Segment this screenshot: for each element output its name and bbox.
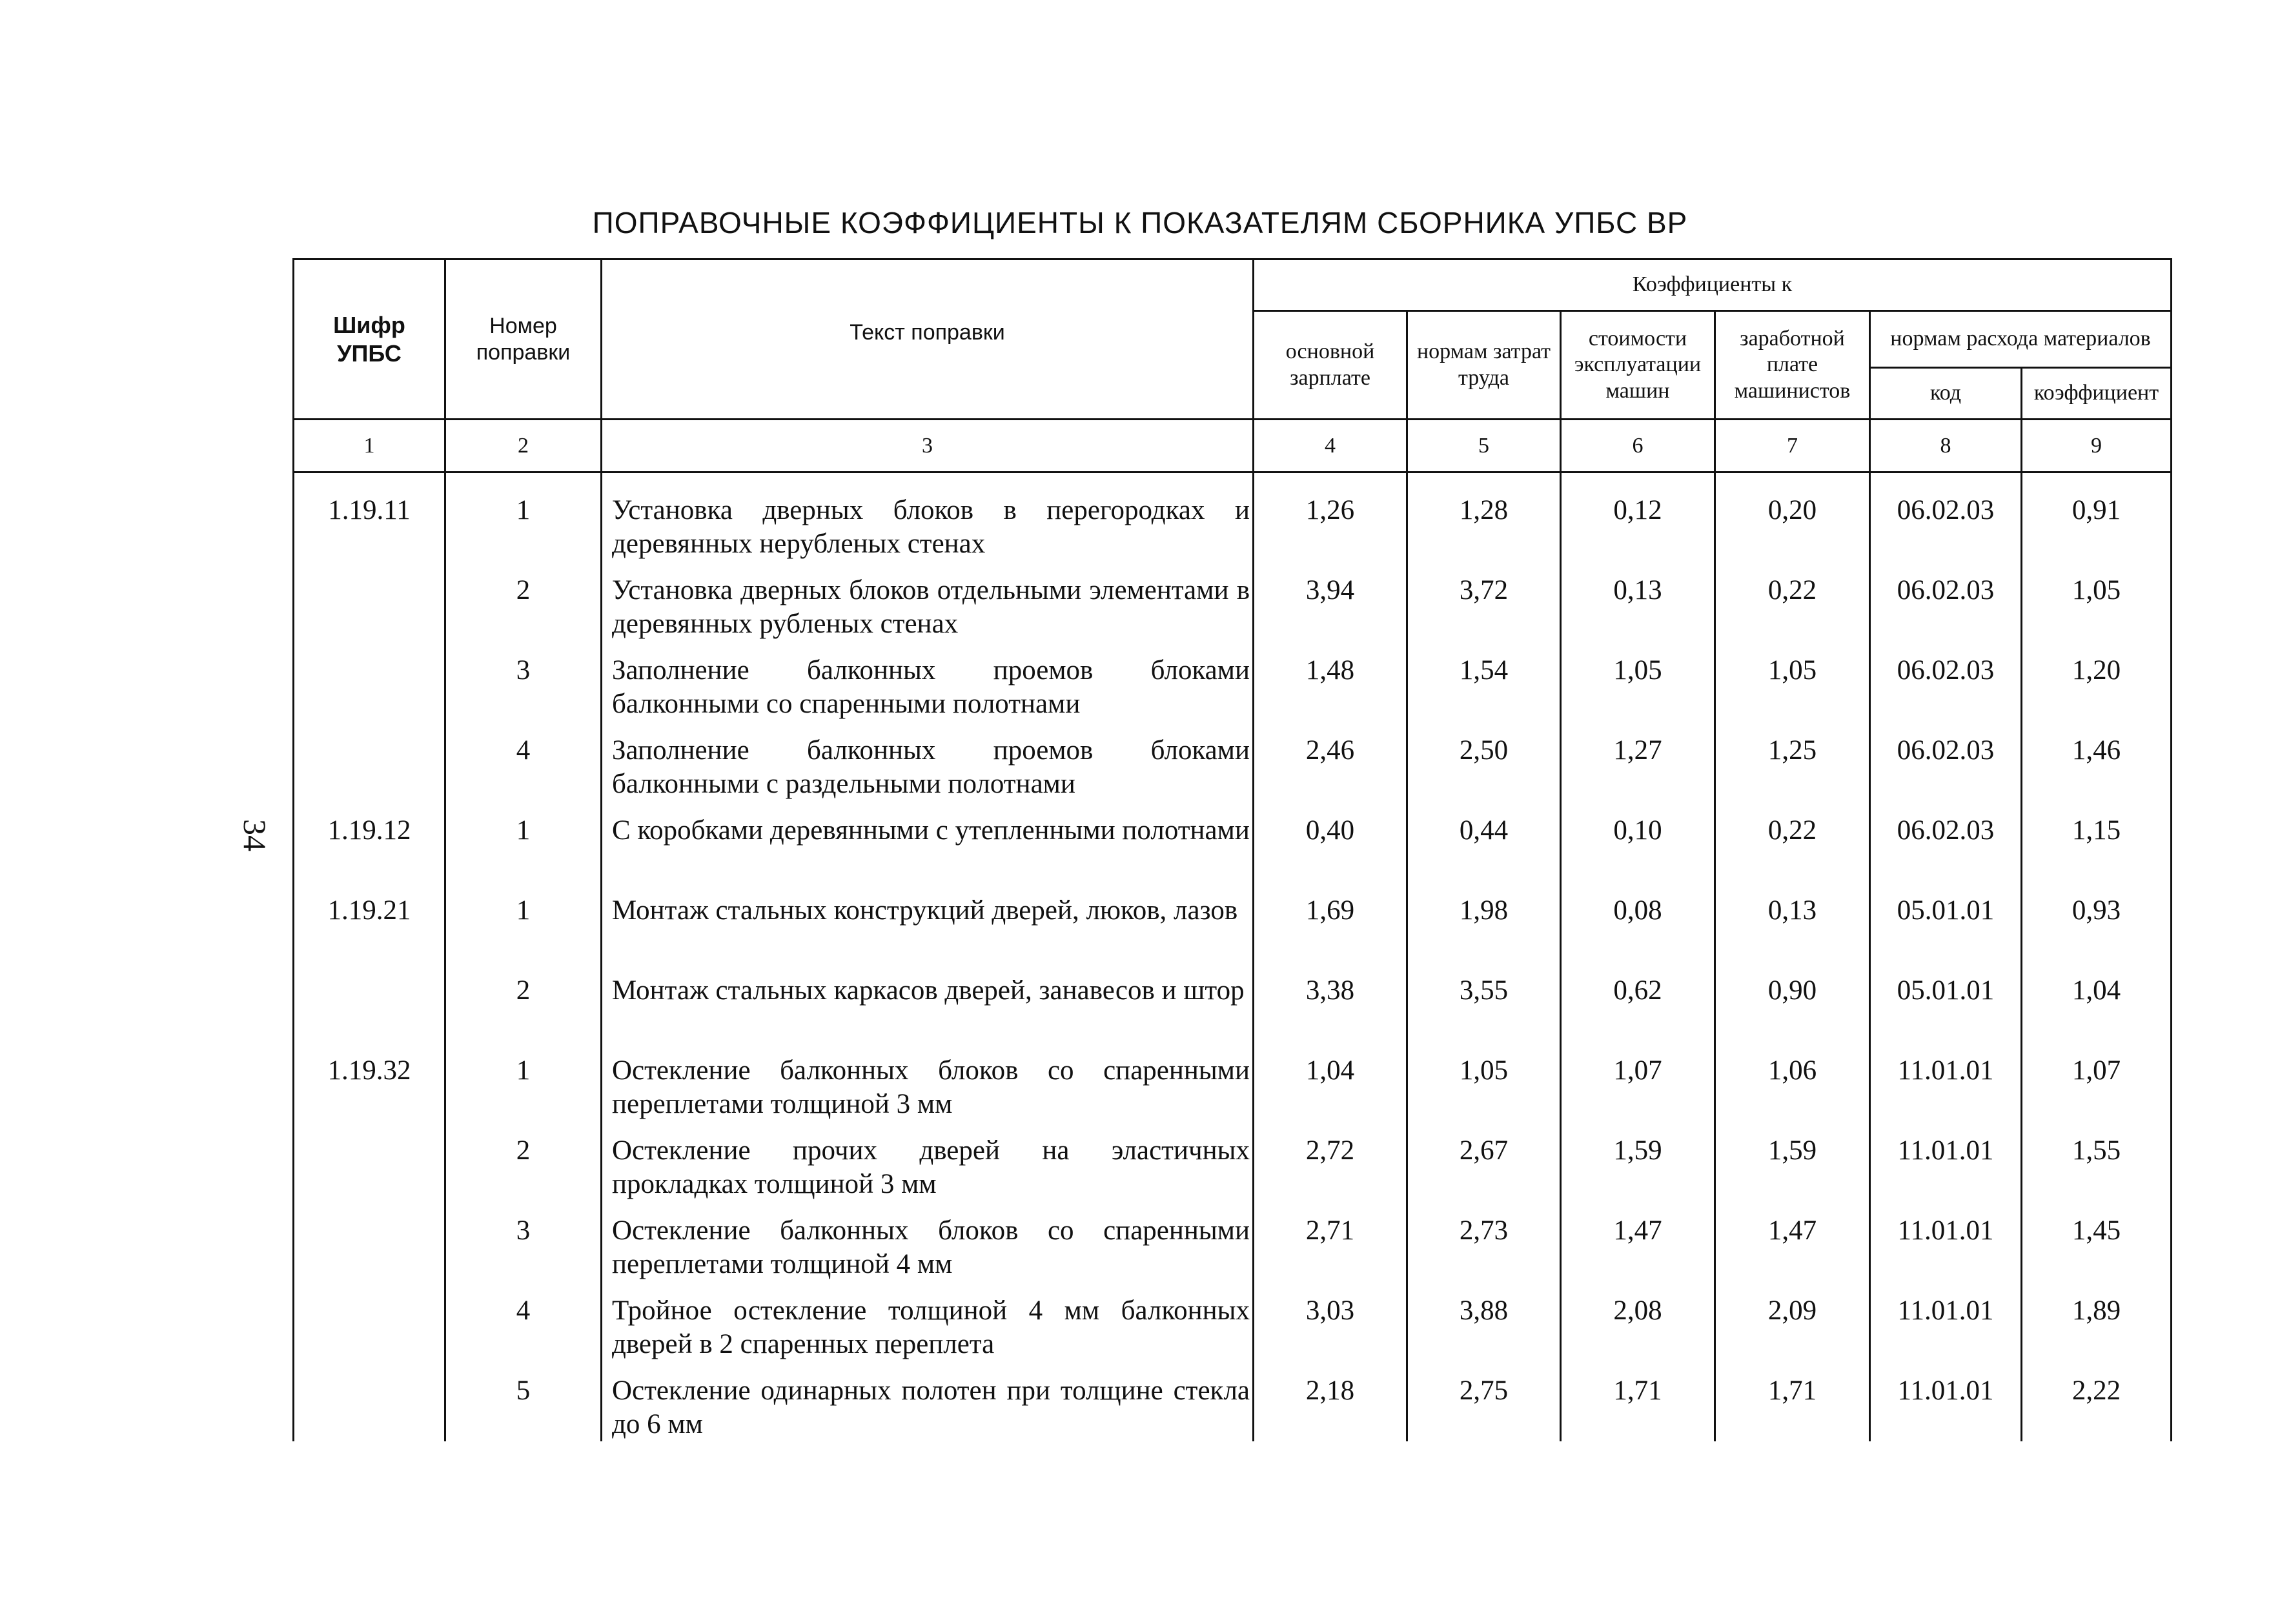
cell-correction-text: Монтаж стальных каркасов дверей, занавесов и штор	[612, 975, 1245, 1006]
col-divider-7	[1869, 310, 1871, 1441]
cell-material-code: 06.02.03	[1897, 495, 1995, 525]
cell-operator-wage: 1,06	[1767, 1055, 1817, 1086]
cell-machine-cost: 0,10	[1613, 815, 1662, 846]
cell-correction-text: Заполнение балконных проемов блоками балконными с раздельными полотнами	[612, 735, 1250, 799]
cell-machine-cost: 0,13	[1613, 575, 1662, 605]
cell-labor-norms: 1,28	[1459, 495, 1509, 525]
cell-correction-number: 2	[516, 975, 531, 1006]
header-operator-wage: заработной плате машинистов	[1734, 327, 1851, 403]
cell-correction-text: Тройное остекление толщиной 4 мм балконных дверей в 2 спаренных переплета	[612, 1295, 1250, 1359]
cell-correction-text: Остекление прочих дверей на эластичных прокладках толщиной 3 мм	[612, 1135, 1250, 1199]
cell-material-code: 11.01.01	[1897, 1215, 1994, 1246]
cell-correction-number: 4	[516, 735, 531, 766]
cell-correction-text: Установка дверных блоков в перегородках и деревянных нерубленых стенах	[612, 495, 1250, 559]
cell-base-salary: 0,40	[1305, 815, 1355, 846]
cell-material-coefficient: 1,45	[2071, 1215, 2121, 1246]
cell-machine-cost: 1,05	[1613, 655, 1662, 685]
cell-correction-number: 2	[516, 575, 531, 605]
cell-correction-number: 5	[516, 1375, 531, 1406]
cell-machine-cost: 2,08	[1613, 1295, 1662, 1326]
cell-material-code: 11.01.01	[1897, 1135, 1994, 1166]
header-cipher: Шифр УПБС	[333, 312, 405, 367]
cell-base-salary: 2,46	[1305, 735, 1355, 766]
cell-labor-norms: 3,72	[1459, 575, 1509, 605]
header-correction-text: Текст поправки	[850, 320, 1005, 345]
cell-machine-cost: 0,08	[1613, 895, 1662, 926]
cell-correction-text: Заполнение балконных проемов блоками балконными со спаренными полотнами	[612, 655, 1250, 719]
cell-operator-wage: 1,71	[1767, 1375, 1817, 1406]
cell-material-code: 05.01.01	[1897, 895, 1995, 926]
cell-correction-number: 1	[516, 895, 531, 926]
column-number-9: 9	[2091, 433, 2102, 458]
column-number-4: 4	[1325, 433, 1336, 458]
cell-material-code: 11.01.01	[1897, 1055, 1994, 1086]
cell-machine-cost: 0,12	[1613, 495, 1662, 525]
cell-machine-cost: 1,59	[1613, 1135, 1662, 1166]
cell-base-salary: 2,18	[1305, 1375, 1355, 1406]
cell-machine-cost: 1,27	[1613, 735, 1662, 766]
column-number-3: 3	[922, 433, 933, 458]
cell-base-salary: 2,72	[1305, 1135, 1355, 1166]
document-title: ПОПРАВОЧНЫЕ КОЭФФИЦИЕНТЫ К ПОКАЗАТЕЛЯМ СБОРНИКА УПБС ВР	[592, 206, 1688, 239]
cell-cipher: 1.19.11	[328, 495, 411, 525]
header-code: код	[1929, 381, 1962, 405]
column-number-7: 7	[1787, 433, 1798, 458]
cell-material-code: 06.02.03	[1897, 815, 1995, 846]
cell-base-salary: 1,69	[1305, 895, 1355, 926]
cell-material-code: 06.02.03	[1897, 735, 1995, 766]
cell-material-coefficient: 1,15	[2071, 815, 2121, 846]
cell-material-coefficient: 1,07	[2071, 1055, 2121, 1086]
column-number-5: 5	[1478, 433, 1489, 458]
column-number-bottom-line	[292, 471, 2172, 473]
cell-operator-wage: 2,09	[1767, 1295, 1817, 1326]
cell-correction-text: Остекление балконных блоков со спаренными переплетами толщиной 3 мм	[612, 1055, 1250, 1119]
page-number-text: 34	[237, 819, 273, 851]
cell-operator-wage: 0,13	[1767, 895, 1817, 926]
cell-correction-number: 1	[516, 1055, 531, 1086]
cell-correction-number: 3	[516, 1215, 531, 1246]
cell-correction-number: 4	[516, 1295, 531, 1326]
cell-labor-norms: 1,54	[1459, 655, 1509, 685]
cell-operator-wage: 0,90	[1767, 975, 1817, 1006]
cell-material-code: 06.02.03	[1897, 575, 1995, 605]
cell-material-coefficient: 1,55	[2071, 1135, 2121, 1166]
cell-correction-number: 2	[516, 1135, 531, 1166]
header-labor-norms: нормам затрат труда	[1416, 340, 1551, 390]
col-divider-4	[1406, 310, 1408, 1441]
cell-base-salary: 1,26	[1305, 495, 1355, 525]
column-number-8: 8	[1940, 433, 1951, 458]
header-correction-number: Номер поправки	[476, 313, 571, 365]
cell-base-salary: 3,94	[1305, 575, 1355, 605]
cell-material-coefficient: 0,91	[2071, 495, 2121, 525]
cell-correction-text: Остекление балконных блоков со спаренными переплетами толщиной 4 мм	[612, 1215, 1250, 1279]
cell-material-coefficient: 1,46	[2071, 735, 2121, 766]
cell-material-code: 06.02.03	[1897, 655, 1995, 685]
header-coefficient: коэффициент	[2033, 381, 2159, 405]
col-divider-6	[1714, 310, 1716, 1441]
cell-operator-wage: 0,22	[1767, 815, 1817, 846]
cell-correction-text: С коробками деревянными с утепленными полотнами	[612, 815, 1250, 846]
cell-labor-norms: 1,05	[1459, 1055, 1509, 1086]
cell-cipher: 1.19.12	[327, 815, 411, 846]
cell-cipher: 1.19.32	[327, 1055, 411, 1086]
column-number-6: 6	[1632, 433, 1644, 458]
cell-base-salary: 3,03	[1305, 1295, 1355, 1326]
cell-operator-wage: 0,20	[1767, 495, 1817, 525]
cell-correction-number: 1	[516, 815, 531, 846]
cell-material-coefficient: 0,93	[2071, 895, 2121, 926]
cell-material-code: 11.01.01	[1897, 1375, 1994, 1406]
header-coefficients-to: Коэффициенты к	[1632, 272, 1793, 297]
column-number-1: 1	[363, 433, 375, 458]
cell-material-coefficient: 1,89	[2071, 1295, 2121, 1326]
cell-labor-norms: 2,50	[1459, 735, 1509, 766]
cell-labor-norms: 3,88	[1459, 1295, 1509, 1326]
cell-labor-norms: 2,73	[1459, 1215, 1509, 1246]
cell-correction-text: Остекление одинарных полотен при толщине стекла до 6 мм	[612, 1375, 1250, 1439]
cell-material-code: 05.01.01	[1897, 975, 1995, 1006]
cell-labor-norms: 3,55	[1459, 975, 1509, 1006]
cell-operator-wage: 1,59	[1767, 1135, 1817, 1166]
cell-correction-text: Монтаж стальных конструкций дверей, люков, лазов	[612, 895, 1238, 926]
cell-correction-text: Установка дверных блоков отдельными элементами в деревянных рубленых стенах	[612, 575, 1250, 639]
header-base-salary: основной зарплате	[1285, 340, 1375, 390]
cell-base-salary: 3,38	[1305, 975, 1355, 1006]
table-right-border	[2170, 258, 2172, 1441]
column-number-2: 2	[518, 433, 529, 458]
cell-operator-wage: 1,25	[1767, 735, 1817, 766]
cell-material-coefficient: 1,04	[2071, 975, 2121, 1006]
cell-machine-cost: 1,47	[1613, 1215, 1662, 1246]
cell-operator-wage: 0,22	[1767, 575, 1817, 605]
cell-labor-norms: 0,44	[1459, 815, 1509, 846]
cell-labor-norms: 2,75	[1459, 1375, 1509, 1406]
cell-material-coefficient: 2,22	[2071, 1375, 2121, 1406]
cell-machine-cost: 1,71	[1613, 1375, 1662, 1406]
cell-operator-wage: 1,05	[1767, 655, 1817, 685]
cell-base-salary: 1,48	[1305, 655, 1355, 685]
cell-correction-number: 3	[516, 655, 531, 685]
cell-material-coefficient: 1,20	[2071, 655, 2121, 685]
cell-labor-norms: 2,67	[1459, 1135, 1509, 1166]
header-material-norms: нормам расхода материалов	[1890, 327, 2151, 351]
cell-machine-cost: 0,62	[1613, 975, 1662, 1006]
col-divider-5	[1560, 310, 1562, 1441]
cell-base-salary: 2,71	[1305, 1215, 1355, 1246]
cell-machine-cost: 1,07	[1613, 1055, 1662, 1086]
cell-material-coefficient: 1,05	[2071, 575, 2121, 605]
header-machine-cost: стоимости эксплуатации машин	[1574, 327, 1702, 403]
cell-material-code: 11.01.01	[1897, 1295, 1994, 1326]
cell-base-salary: 1,04	[1305, 1055, 1355, 1086]
cell-labor-norms: 1,98	[1459, 895, 1509, 926]
cell-cipher: 1.19.21	[327, 895, 411, 926]
cell-correction-number: 1	[516, 495, 531, 525]
cell-operator-wage: 1,47	[1767, 1215, 1817, 1246]
